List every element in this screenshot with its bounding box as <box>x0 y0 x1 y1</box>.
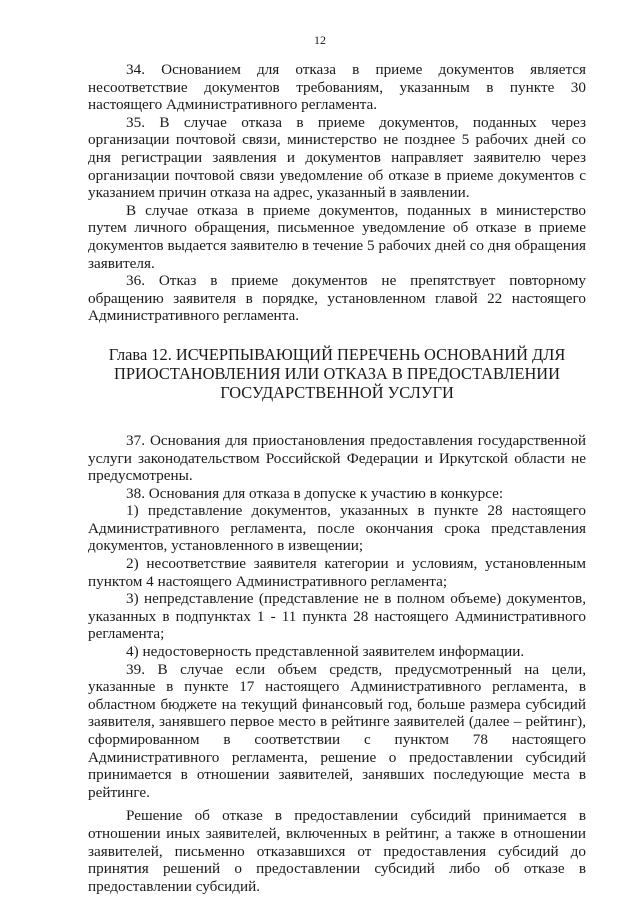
chapter-heading-line-1: Глава 12. ИСЧЕРПЫВАЮЩИЙ ПЕРЕЧЕНЬ ОСНОВАНИЙ ДЛЯ <box>108 344 566 364</box>
paragraph-38-item-4: 4) недостоверность представленной заявителем информации. <box>126 643 525 661</box>
paragraph-35: 35. В случае отказа в приеме документов, поданных через организации почтовой связи, министерство не позднее 5 рабочих дней со дня регистрации заявления и документов направляет заявителю через организации почтовой связи уведомление об отказе в приеме документов с указанием причин отказа на адрес, указанный в заявлении. <box>88 113 586 202</box>
paragraph-34: 34. Основанием для отказа в приеме документов является несоответствие документов требованиям, указанным в пункте 30 настоящего Административного регламента. <box>88 61 586 114</box>
paragraph-38: 38. Основания для отказа в допуске к участию в конкурсе: <box>126 484 504 502</box>
paragraph-39-refusal: Решение об отказе в предоставлении субсидий принимается в отношении иных заявителей, включенных в рейтинг, а также в отношении заявителей, письменно отказавшихся от предоставления субсидий до принятия решений о предоставлении субсидий либо об отказе в предоставлении субсидий. <box>88 807 586 895</box>
paragraph-35-personal-visit: В случае отказа в приеме документов, поданных в министерство путем личного обращения, письменное уведомление об отказе в приеме документов выдается заявителю в течение 5 рабочих дней со дня обращения заявителя. <box>88 201 586 272</box>
paragraph-38-item-2: 2) несоответствие заявителя категории и условиям, установленным пунктом 4 настоящего Административного регламента; <box>88 555 586 590</box>
chapter-heading-line-3: ГОСУДАРСТВЕННОЙ УСЛУГИ <box>220 382 454 402</box>
document-body <box>88 61 586 895</box>
paragraph-38-item-1: 1) представление документов, указанных в пункте 28 настоящего Административного регламента, после окончания срока представления документов, установленного в извещении; <box>88 502 586 555</box>
chapter-heading <box>88 345 586 402</box>
paragraph-38-item-3: 3) непредставление (представление не в полном объеме) документов, указанных в подпунктах 1 - 11 пункта 28 настоящего Административного регламента; <box>88 590 586 643</box>
chapter-heading-line-2: ПРИОСТАНОВЛЕНИЯ ИЛИ ОТКАЗА В ПРЕДОСТАВЛЕНИИ <box>114 363 560 383</box>
paragraph-36: 36. Отказ в приеме документов не препятствует повторному обращению заявителя в порядке, установленном главой 22 настоящего Административного регламента. <box>88 272 586 325</box>
paragraph-39: 39. В случае если объем средств, предусмотренный на цели, указанные в пункте 17 настоящего Административного регламента, в областном бюджете на текущий финансовый год, больше размера субсидий заявителя, занявшего первое место в рейтинге заявителей (далее – рейтинг), сформированном в соответствии с пунктом 78 настоящего Административного регламента, решение о предоставлении субсидий принимается в отношении заявителей, занявших последующие места в рейтинге. <box>88 660 586 801</box>
paragraph-37: 37. Основания для приостановления предоставления государственной услуги законодательством Российской Федерации и Иркутской области не предусмотрены. <box>88 431 586 485</box>
page-number: 12 <box>314 33 326 47</box>
